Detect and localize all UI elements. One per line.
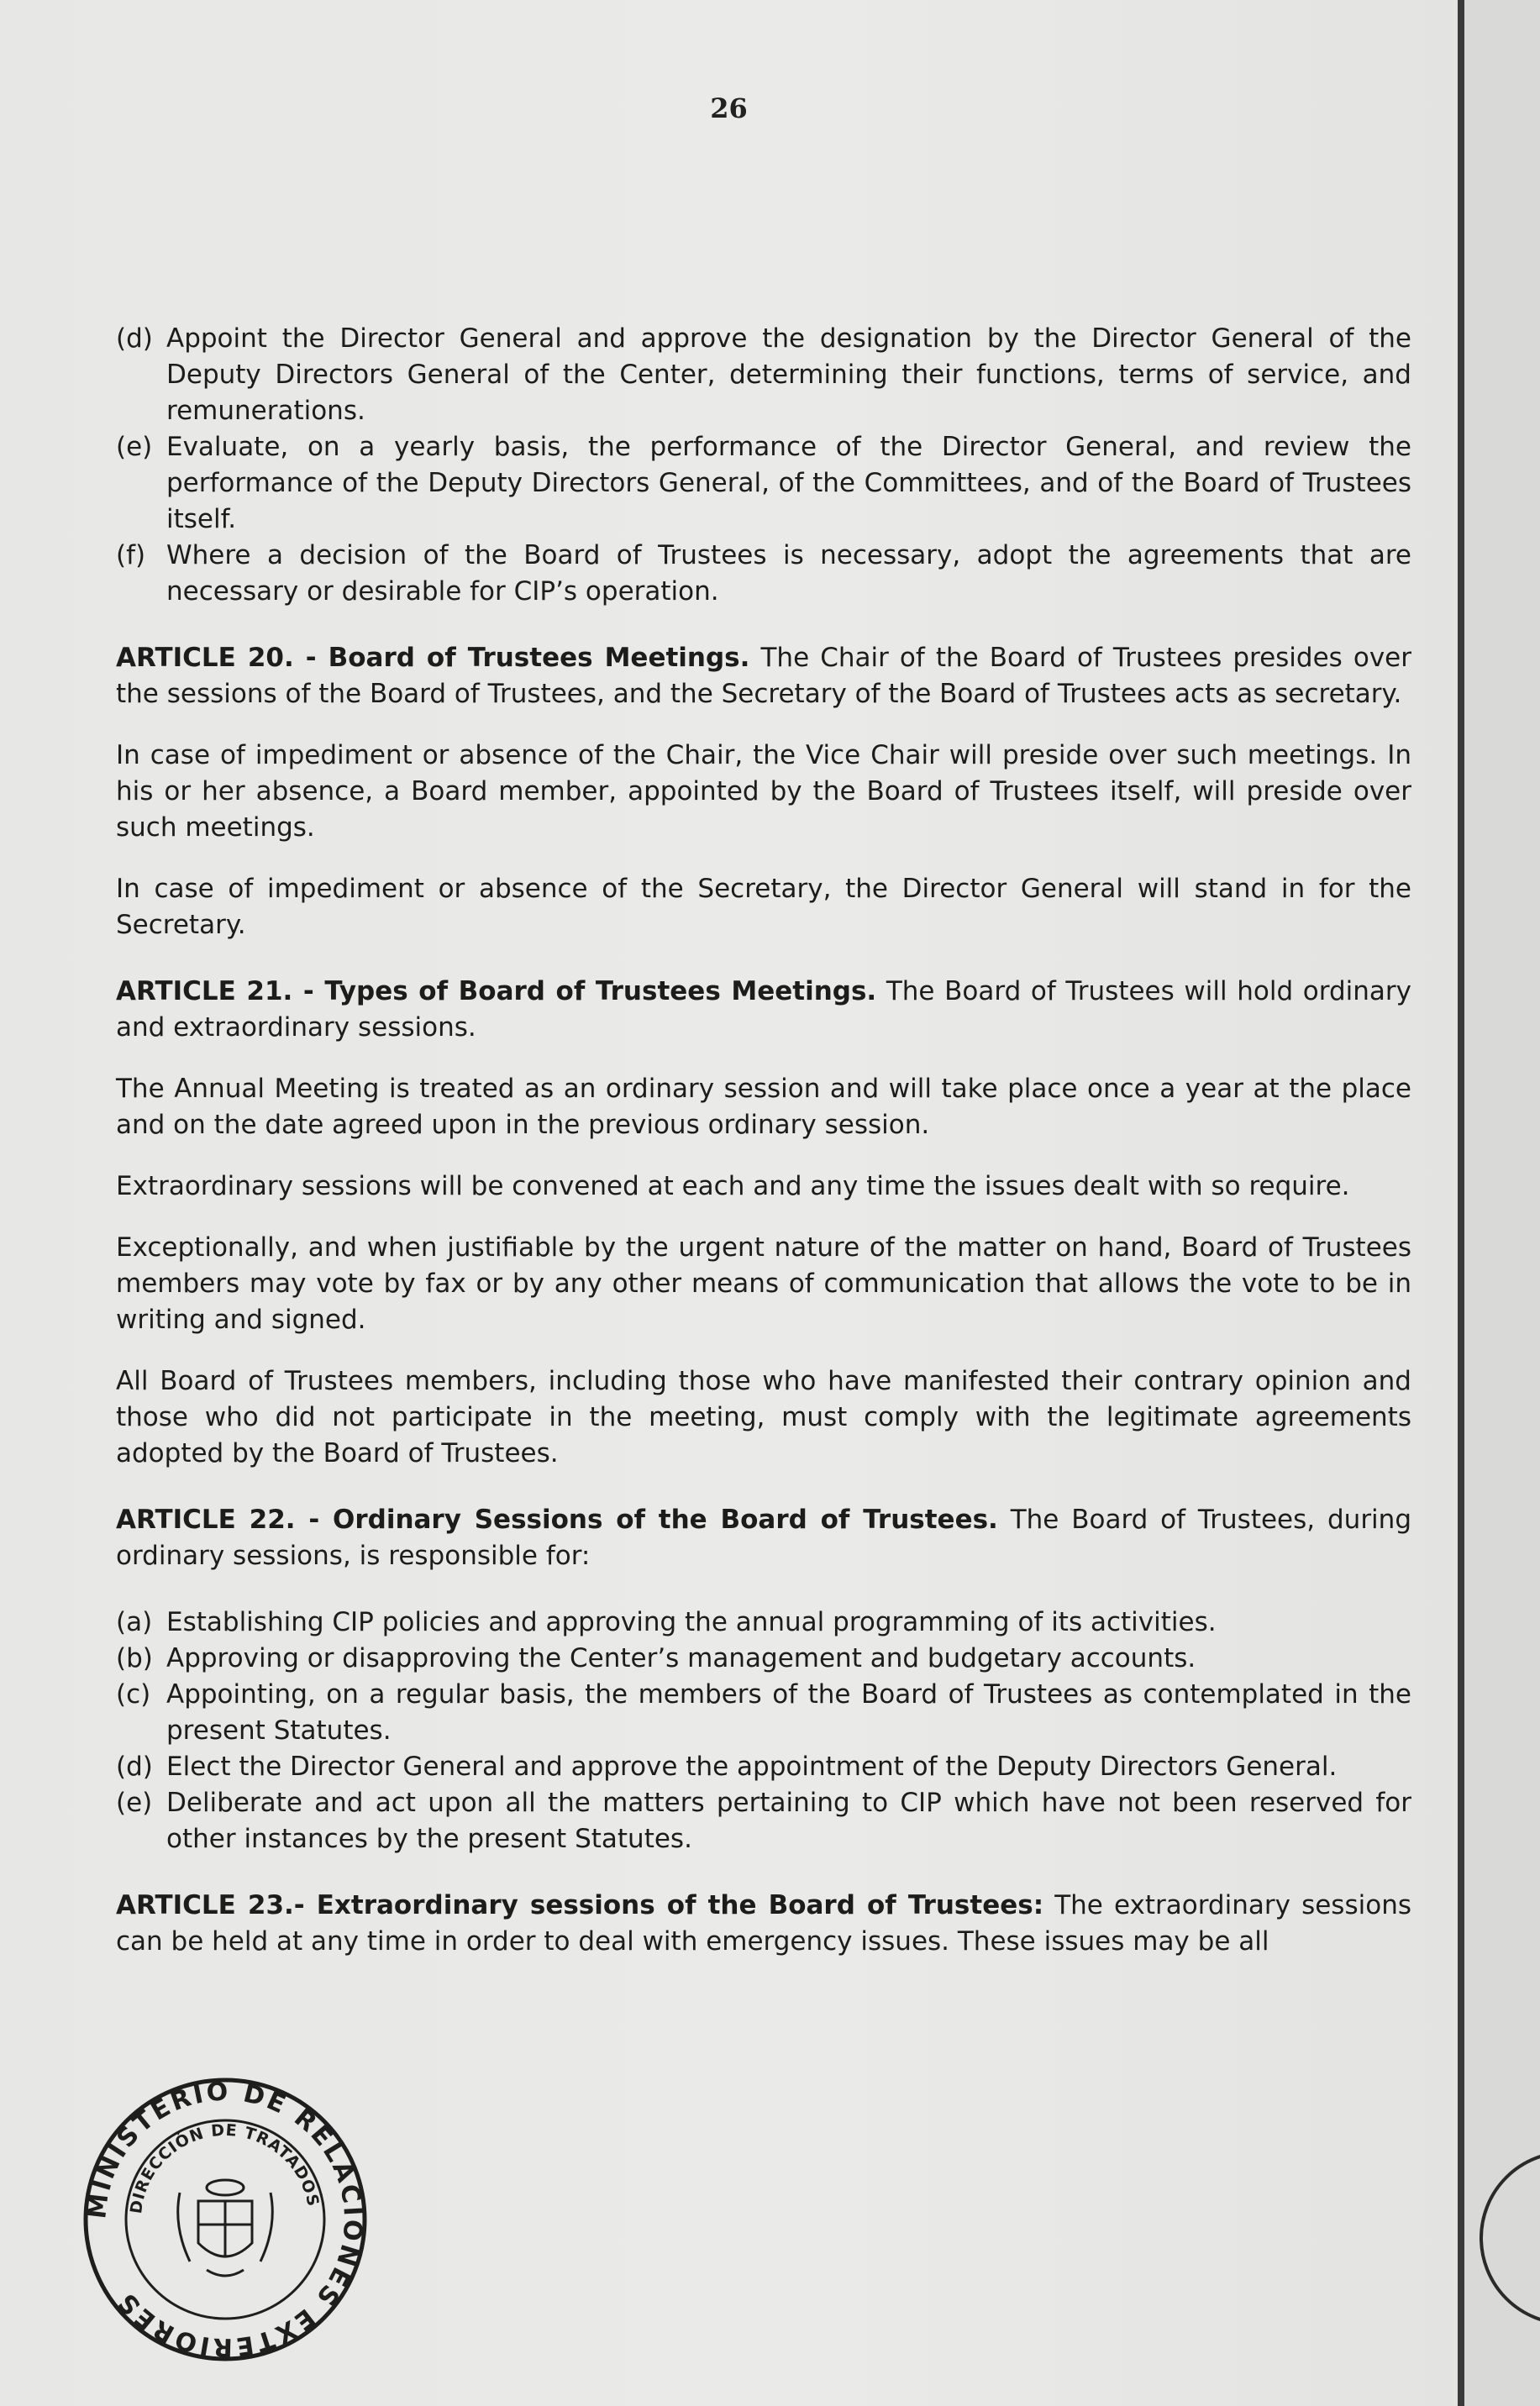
ministry-seal-stamp [81,2075,370,2364]
document-body [116,321,1411,1960]
article-21 [116,974,1411,1046]
list-marker: (e) [116,1788,153,1818]
list-item [116,1785,1411,1857]
article-21-text: The Board of Trustees will hold ordinary and extraordinary sessions. [116,976,1411,1043]
list-item [116,429,1411,538]
article-20-paragraph-3: In case of impediment or absence of the Secretary, the Director General will stand in for the Secretary. [116,874,1411,940]
list-marker: (d) [116,1752,153,1782]
article-20-text: The Chair of the Board of Trustees presides over the sessions of the Board of Trustees, and the Secretary of the Board of Trustees acts as secretary. [116,643,1411,709]
list-marker: (f) [116,540,146,570]
list-item [116,1677,1411,1749]
coat-of-arms-icon [178,2180,273,2276]
list-marker: (d) [116,323,153,354]
article-21-paragraph-5: All Board of Trustees members, including those who have manifested their contrary opinion and those who did not participate in the meeting, must comply with the legitimate agreements adopted by the Board of Trustees. [116,1366,1411,1468]
page-number: 26 [710,92,748,124]
article-20-heading: ARTICLE 20. - Board of Trustees Meetings. [116,643,750,673]
ordinary-sessions-list [116,1605,1411,1857]
seal-outer-text: MINISTERIO DE RELACIONES EXTERIORES [82,2077,368,2362]
list-item-text: Establishing CIP policies and approving the annual programming of its activities. [166,1607,1217,1637]
list-item-text: Approving or disapproving the Center’s management and budgetary accounts. [166,1643,1196,1673]
list-item-text: Deliberate and act upon all the matters pertaining to CIP which have not been reserved for other instances by the present Statutes. [166,1788,1411,1854]
list-marker: (e) [116,432,153,462]
list-item-text: Appointing, on a regular basis, the members of the Board of Trustees as contemplated in the present Statutes. [166,1679,1411,1746]
list-item-text: Where a decision of the Board of Trustees is necessary, adopt the agreements that are necessary or desirable for CIP’s operation. [166,540,1411,607]
list-marker: (a) [116,1607,153,1637]
adjacent-page-edge [1464,0,1540,2406]
article-22-heading: ARTICLE 22. - Ordinary Sessions of the Board of Trustees. [116,1505,998,1535]
list-item [116,1605,1411,1641]
article-23-heading: ARTICLE 23.- Extraordinary sessions of the Board of Trustees: [116,1890,1044,1920]
article-21-heading: ARTICLE 21. - Types of Board of Trustees Meetings. [116,976,877,1006]
article-22-text: The Board of Trustees, during ordinary sessions, is responsible for: [116,1505,1411,1571]
list-item [116,1641,1411,1677]
powers-list [116,321,1411,610]
list-item-text: Elect the Director General and approve the appointment of the Deputy Directors General. [166,1752,1338,1782]
article-21-paragraph-2: The Annual Meeting is treated as an ordinary session and will take place once a year at the place and on the date agreed upon in the previous ordinary session. [116,1074,1411,1140]
book-spine [1458,0,1464,2406]
list-marker: (c) [116,1679,151,1710]
list-marker: (b) [116,1643,153,1673]
seal-inner-text: DIRECCIÓN DE TRATADOS [127,2120,323,2215]
article-23 [116,1888,1411,1960]
list-item-text: Evaluate, on a yearly basis, the performance of the Director General, and review the performance of the Deputy Directors General, of the Committees, and of the Board of Trustees itself. [166,432,1411,534]
adjacent-seal-edge [1480,2151,1540,2325]
list-item [116,321,1411,429]
article-22 [116,1502,1411,1574]
article-20-paragraph-2: In case of impediment or absence of the Chair, the Vice Chair will preside over such meetings. In his or her absence, a Board member, appointed by the Board of Trustees itself, will preside over such meetings. [116,740,1411,843]
list-item-text: Appoint the Director General and approve the designation by the Director General of the Deputy Directors General of the Center, determining their functions, terms of service, and remunerations. [166,323,1411,426]
list-item [116,538,1411,610]
article-20 [116,640,1411,712]
article-21-paragraph-4: Exceptionally, and when justifiable by the urgent nature of the matter on hand, Board of Trustees members may vote by fax or by any other means of communication that allows the vote to be in writing and signed. [116,1232,1411,1335]
list-item [116,1749,1411,1785]
article-21-paragraph-3: Extraordinary sessions will be convened at each and any time the issues dealt with so require. [116,1171,1350,1201]
article-23-text: The extraordinary sessions can be held at any time in order to deal with emergency issues. These issues may be all [116,1890,1411,1957]
